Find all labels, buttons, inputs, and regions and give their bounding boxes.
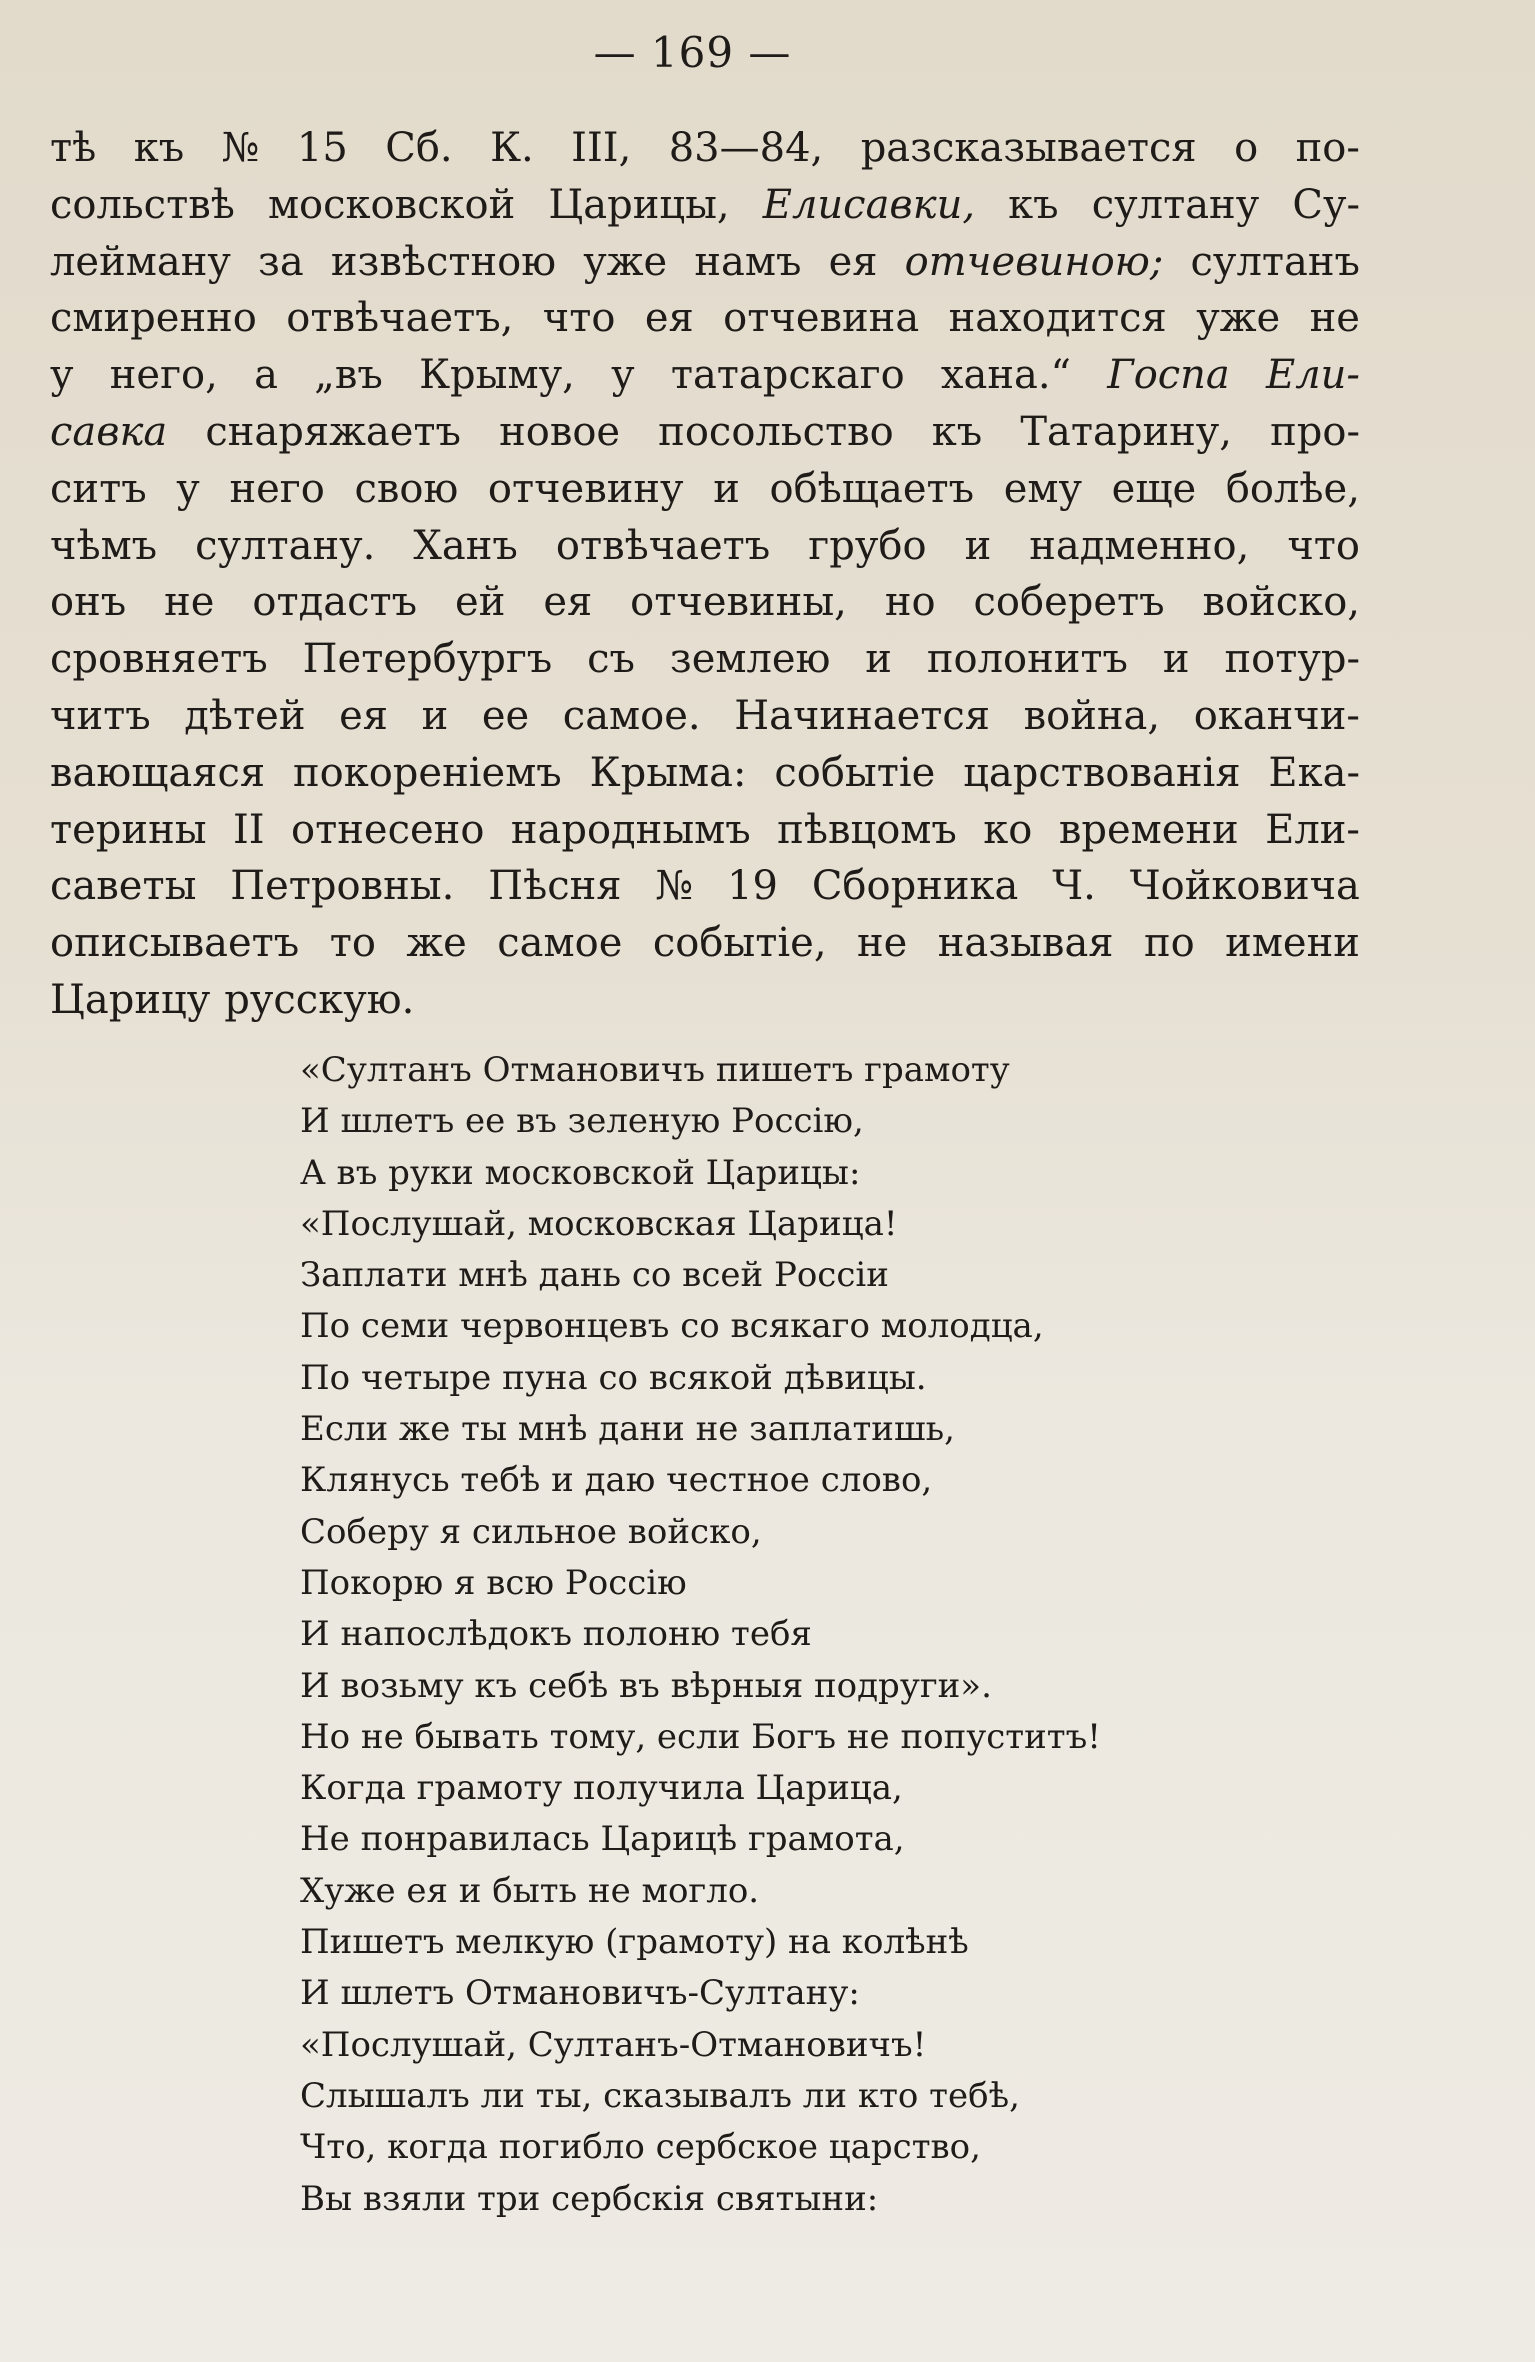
- prose-word: намъ: [694, 238, 802, 285]
- prose-word: лейману: [50, 238, 231, 285]
- prose-word: полонитъ: [926, 636, 1128, 683]
- prose-word: вающаяся: [50, 749, 266, 796]
- prose-word: землею: [669, 636, 831, 683]
- prose-word: сровняетъ: [50, 636, 268, 683]
- prose-word: отчевина: [723, 295, 920, 342]
- prose-word: ея: [828, 238, 878, 285]
- prose-word: „въ: [314, 352, 383, 399]
- prose-word: Ели-: [1265, 806, 1360, 853]
- verse-line: Вы взяли три сербскія святыни:: [300, 2178, 879, 2219]
- prose-word: 83—84,: [668, 125, 824, 171]
- verse-line: Что, когда погибло сербское царство,: [300, 2127, 981, 2168]
- verse-line: Клянусь тебѣ и даю честное слово,: [300, 1460, 933, 1501]
- verse-line: Но не бывать тому, если Богъ не попуститъ!: [300, 1716, 1101, 1757]
- prose-word: отнесено: [291, 806, 485, 853]
- prose-word: съ: [587, 636, 635, 683]
- prose-word: событіе: [774, 749, 936, 796]
- prose-word: ему: [1003, 465, 1083, 512]
- verse-block: [300, 1045, 1300, 2225]
- prose-word: извѣстною: [330, 238, 557, 285]
- prose-line: [50, 745, 1360, 802]
- prose-word: за: [258, 238, 304, 285]
- prose-word: хана.“: [940, 352, 1071, 399]
- prose-word: тѣ: [50, 125, 97, 171]
- verse-line: Когда грамоту получила Царица,: [300, 1768, 903, 1809]
- prose-word: Царицы,: [548, 181, 730, 228]
- prose-word: у: [50, 352, 74, 399]
- prose-word: о: [1234, 125, 1259, 171]
- verse-line: А въ руки московской Царицы:: [300, 1152, 861, 1193]
- prose-word: отвѣчаетъ,: [286, 295, 514, 342]
- prose-word: уже: [583, 238, 668, 285]
- prose-word: обѣщаетъ: [769, 465, 975, 512]
- prose-word: описываетъ: [50, 920, 300, 967]
- prose-word: находится: [948, 295, 1167, 342]
- prose-word: и: [865, 636, 892, 683]
- prose-word: пѣвцомъ: [777, 806, 957, 853]
- prose-word: покореніемъ: [292, 749, 562, 796]
- prose-word: про-: [1270, 408, 1360, 455]
- page-number: — 169 —: [593, 28, 792, 77]
- verse-line: Соберу я сильное войско,: [300, 1511, 762, 1552]
- prose-word: отчевиною;: [904, 238, 1164, 285]
- prose-word: самое: [497, 920, 623, 967]
- prose-word: Татарину,: [1020, 408, 1233, 455]
- prose-word: что: [542, 295, 616, 342]
- prose-word: соберетъ: [973, 579, 1165, 626]
- prose-word: Елисавки,: [762, 181, 976, 228]
- prose-word: у: [611, 352, 635, 399]
- prose-word: него: [229, 465, 325, 512]
- prose-word: народнымъ: [510, 806, 751, 853]
- verse-line: Пишетъ мелкую (грамоту) на колѣнѣ: [300, 1922, 969, 1963]
- prose-word: къ: [1008, 181, 1059, 228]
- prose-word: савка: [50, 408, 168, 455]
- prose-word: свою: [354, 465, 459, 512]
- verse-line: Если же ты мнѣ дани не заплатишь,: [300, 1409, 955, 1450]
- prose-word: Пѣсня: [488, 863, 622, 910]
- prose-line: [50, 404, 1360, 461]
- prose-word: 19: [727, 863, 778, 910]
- prose-word: Ханъ: [413, 522, 518, 569]
- verse-line: И возьму къ себѣ въ вѣрныя подруги».: [300, 1665, 992, 1706]
- prose-word: терины: [50, 806, 207, 853]
- prose-word: Сборника: [811, 863, 1019, 910]
- prose-word: Крыма:: [589, 749, 747, 796]
- prose-word: саветы: [50, 863, 197, 910]
- prose-word: него,: [109, 352, 218, 399]
- prose-word: времени: [1058, 806, 1239, 853]
- verse-line: И напослѣдокъ полоню тебя: [300, 1614, 812, 1655]
- verse-line: Покорю я всю Россію: [300, 1562, 687, 1603]
- prose-word: у: [176, 465, 200, 512]
- prose-word: новое: [499, 408, 621, 455]
- prose-word: дѣтей: [184, 692, 306, 739]
- prose-word: смиренно: [50, 295, 257, 342]
- prose-word: чѣмъ: [50, 522, 158, 569]
- prose-line: [50, 234, 1360, 291]
- prose-word: №: [655, 863, 694, 910]
- prose-word: война,: [1023, 692, 1161, 739]
- prose-word: и: [1162, 636, 1190, 683]
- verse-line: Слышалъ ли ты, сказывалъ ли кто тебѣ,: [300, 2075, 1020, 2116]
- prose-word: сольствѣ: [50, 181, 235, 228]
- prose-word: ея: [644, 295, 694, 342]
- prose-word: Су-: [1292, 181, 1360, 228]
- prose-word: оканчи-: [1193, 692, 1360, 739]
- prose-word: и: [964, 522, 992, 569]
- prose-word: потур-: [1224, 636, 1360, 683]
- prose-word: по-: [1295, 125, 1360, 171]
- prose-word: III,: [571, 125, 632, 171]
- prose-word: къ: [133, 125, 185, 171]
- prose-word: султанъ: [1190, 238, 1360, 285]
- prose-word: Петровны.: [230, 863, 455, 910]
- prose-word: посольство: [658, 408, 894, 455]
- verse-line: Не понравилась Царицѣ грамота,: [300, 1819, 905, 1860]
- prose-line: [50, 858, 1360, 915]
- verse-line: Хуже ея и быть не могло.: [300, 1870, 760, 1911]
- verse-line: «Султанъ Отмановичъ пишетъ грамоту: [300, 1050, 1010, 1090]
- prose-word: не: [856, 920, 908, 967]
- prose-word: ее: [481, 692, 530, 739]
- prose-word: по: [1143, 920, 1195, 967]
- prose-line: [50, 574, 1360, 631]
- prose-word: читъ: [50, 692, 151, 739]
- prose-word: татарскаго: [670, 352, 905, 399]
- prose-word: К.: [490, 125, 534, 171]
- prose-word: называя: [937, 920, 1114, 967]
- prose-word: Петербургъ: [302, 636, 553, 683]
- prose-word: Сб.: [385, 125, 453, 171]
- prose-word: но: [884, 579, 936, 626]
- prose-word: ей: [455, 579, 506, 626]
- prose-word: султану.: [195, 522, 376, 569]
- prose-word: ситъ: [50, 465, 147, 512]
- prose-word: самое.: [562, 692, 701, 739]
- prose-word: Ека-: [1268, 749, 1360, 796]
- prose-line: [50, 688, 1360, 745]
- prose-word: московской: [267, 181, 516, 228]
- prose-word: отдастъ: [252, 579, 418, 626]
- prose-line: [50, 972, 1360, 1029]
- prose-word: Царицу: [50, 976, 211, 1023]
- verse-line: И шлетъ Отмановичъ-Султану:: [300, 1973, 860, 2014]
- prose-word: русскую.: [224, 976, 415, 1023]
- prose-word: событіе,: [652, 920, 827, 967]
- verse-line: По семи червонцевъ со всякаго молодца,: [300, 1306, 1044, 1347]
- prose-word: ея: [543, 579, 593, 626]
- prose-word: къ: [931, 408, 983, 455]
- verse-line: Заплати мнѣ дань со всей Россіи: [300, 1255, 889, 1296]
- prose-word: уже: [1196, 295, 1281, 342]
- prose-word: имени: [1225, 920, 1360, 967]
- prose-word: Госпа: [1107, 352, 1230, 399]
- prose-line: [50, 802, 1360, 859]
- prose-word: 15: [296, 125, 348, 171]
- prose-word: отвѣчаетъ: [555, 522, 771, 569]
- prose-word: №: [221, 125, 260, 171]
- prose-word: и: [713, 465, 740, 512]
- prose-word: разсказывается: [860, 125, 1197, 171]
- prose-word: Чойковича: [1129, 863, 1360, 910]
- prose-word: Крыму,: [419, 352, 575, 399]
- prose-paragraph: [50, 120, 1360, 1029]
- prose-word: Ч.: [1052, 863, 1096, 910]
- prose-line: [50, 120, 1360, 177]
- prose-word: же: [406, 920, 467, 967]
- prose-word: не: [164, 579, 215, 626]
- prose-word: то: [329, 920, 376, 967]
- prose-word: что: [1287, 522, 1360, 569]
- verse-line: И шлетъ ее въ зеленую Россію,: [300, 1101, 864, 1142]
- prose-line: [50, 631, 1360, 688]
- prose-word: снаряжаетъ: [205, 408, 461, 455]
- prose-word: не: [1309, 295, 1360, 342]
- prose-word: еще: [1111, 465, 1197, 512]
- verse-line: По четыре пуна со всякой дѣвицы.: [300, 1357, 927, 1398]
- prose-line: [50, 461, 1360, 518]
- prose-line: [50, 290, 1360, 347]
- prose-word: а: [254, 352, 278, 399]
- prose-word: ко: [983, 806, 1033, 853]
- prose-word: царствованія: [963, 749, 1241, 796]
- prose-word: отчевину: [487, 465, 684, 512]
- prose-line: [50, 915, 1360, 972]
- prose-word: болѣе,: [1225, 465, 1360, 512]
- prose-word: II: [233, 806, 265, 853]
- prose-word: онъ: [50, 579, 127, 626]
- prose-word: войско,: [1202, 579, 1360, 626]
- prose-word: надменно,: [1029, 522, 1250, 569]
- prose-word: Ели-: [1266, 352, 1360, 399]
- prose-line: [50, 518, 1360, 575]
- prose-line: [50, 347, 1360, 404]
- prose-word: отчевины,: [630, 579, 847, 626]
- prose-line: [50, 177, 1360, 234]
- prose-word: Начинается: [734, 692, 991, 739]
- verse-line: «Послушай, Султанъ-Отмановичъ!: [300, 2024, 927, 2065]
- prose-word: грубо: [808, 522, 927, 569]
- prose-word: ея: [339, 692, 388, 739]
- prose-word: султану: [1091, 181, 1260, 228]
- prose-word: и: [421, 692, 449, 739]
- verse-line: «Послушай, московская Царица!: [300, 1203, 898, 1244]
